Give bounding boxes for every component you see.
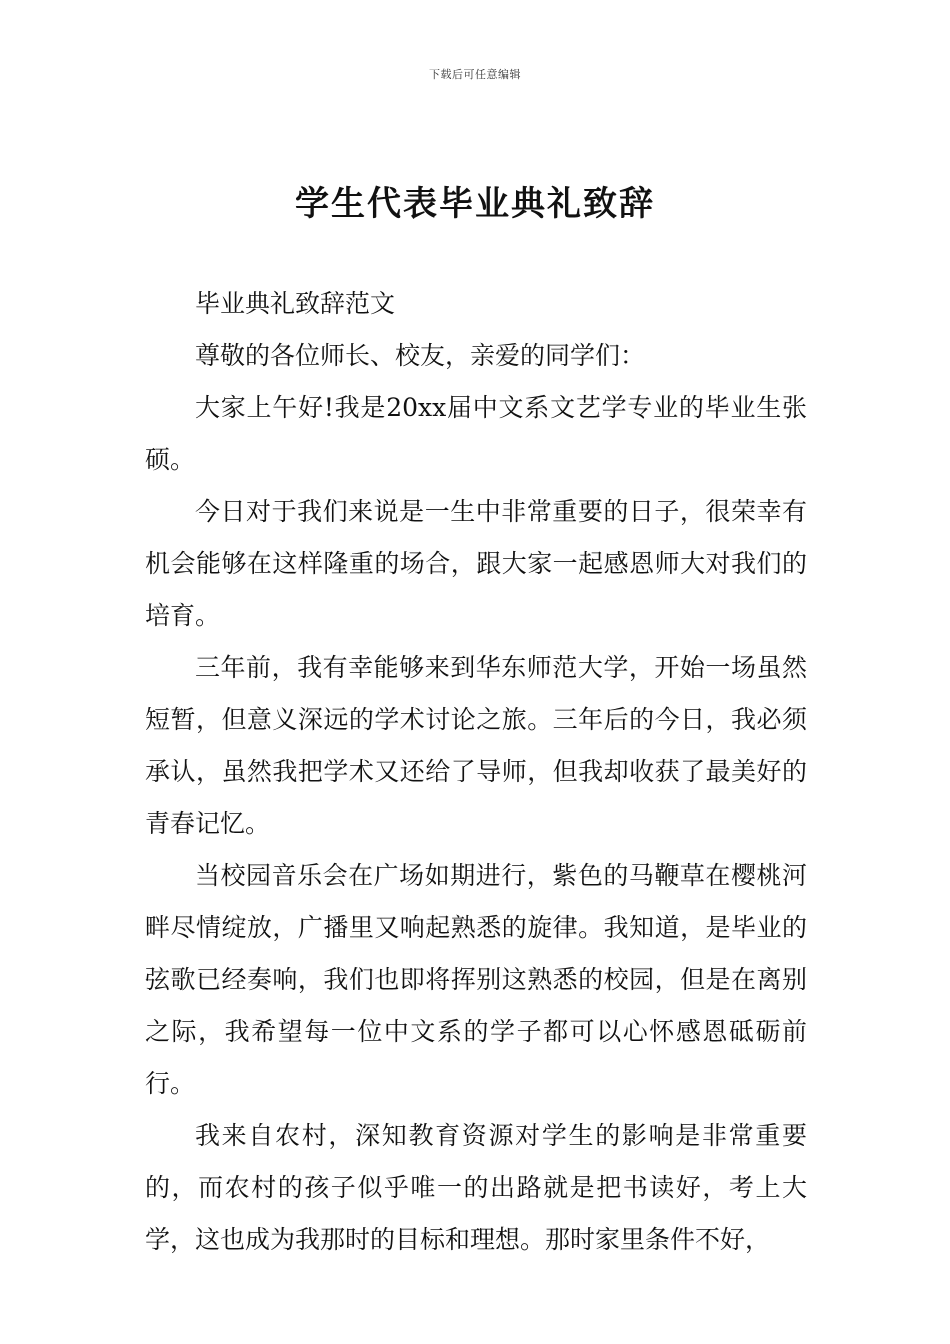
document-body xyxy=(145,278,807,1266)
paragraph-subtitle: 毕业典礼致辞范文 xyxy=(195,289,396,318)
paragraph: 当校园音乐会在广场如期进行，紫色的马鞭草在樱桃河畔尽情绽放，广播里又响起熟悉的旋律。我知道，是毕业的弦歌已经奏响，我们也即将挥别这熟悉的校园，但是在离别之际，我希望每一位中文系的学子都可以心怀感恩砥砺前行。 xyxy=(145,861,807,1098)
paragraph: 今日对于我们来说是一生中非常重要的日子，很荣幸有机会能够在这样隆重的场合，跟大家一起感恩师大对我们的培育。 xyxy=(145,497,807,630)
paragraph: 大家上午好!我是20xx届中文系文艺学专业的毕业生张硕。 xyxy=(145,393,807,474)
paragraph: 我来自农村，深知教育资源对学生的影响是非常重要的，而农村的孩子似乎唯一的出路就是把书读好，考上大学，这也成为我那时的目标和理想。那时家里条件不好， xyxy=(145,1121,807,1254)
document-title: 学生代表毕业典礼致辞 xyxy=(295,184,655,224)
paragraph-salutation: 尊敬的各位师长、校友，亲爱的同学们： xyxy=(195,341,646,370)
paragraph: 三年前，我有幸能够来到华东师范大学，开始一场虽然短暂，但意义深远的学术讨论之旅。三年后的今日，我必须承认，虽然我把学术又还给了导师，但我却收获了最美好的青春记忆。 xyxy=(145,653,807,838)
header-note: 下载后可任意编辑 xyxy=(429,68,521,81)
